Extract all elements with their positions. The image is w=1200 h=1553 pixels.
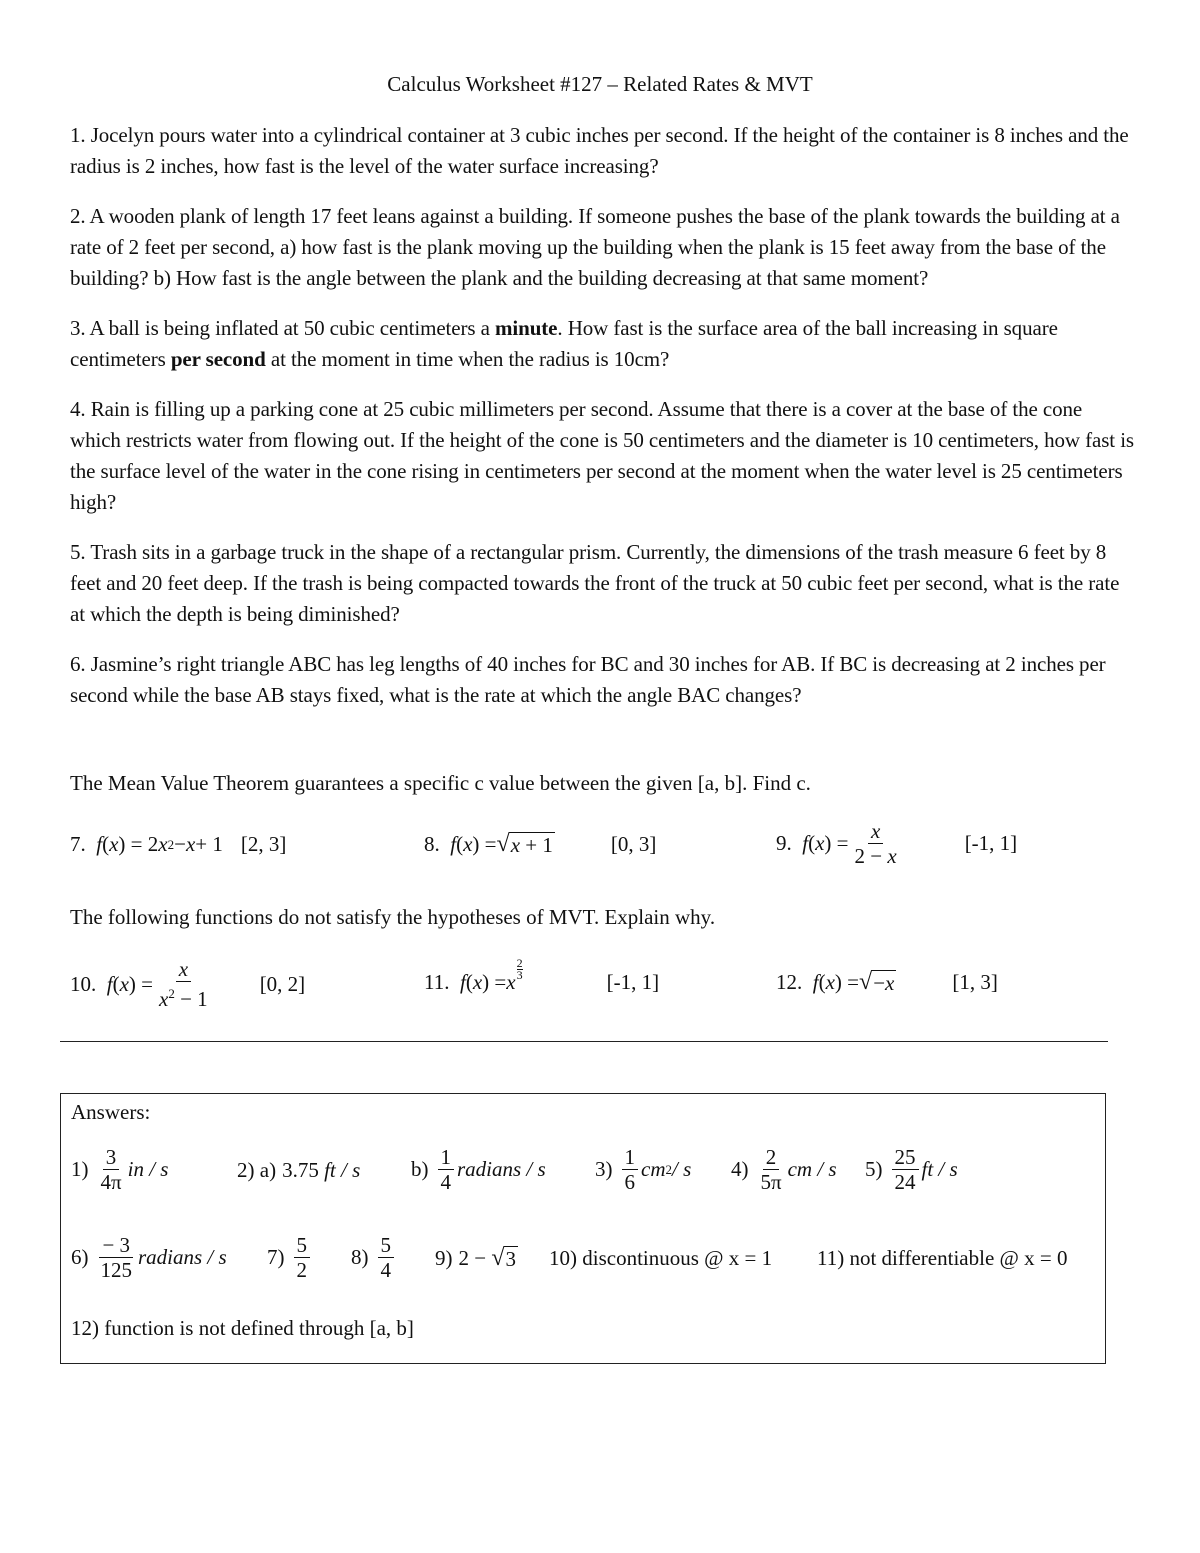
problem-12-number: 12. <box>776 970 803 994</box>
answer-7 <box>267 1234 313 1281</box>
sqrt-symbol: √ −x <box>859 969 895 995</box>
answer-3-exponent: 2 <box>665 1161 672 1177</box>
answer-2a-unit: ft / s <box>324 1158 361 1182</box>
fraction: $\frac{3}{4\pi}$ <box>100 1145 122 1194</box>
answer-4-label: 4) <box>731 1157 749 1181</box>
problem-12-interval: [1, 3] <box>952 970 998 994</box>
answer-8-label: 8) <box>351 1245 369 1269</box>
fraction: $\frac{5}{2}$ <box>294 1234 311 1281</box>
answer-4 <box>731 1146 837 1193</box>
problem-list <box>70 120 1134 730</box>
problem-4: 4. Rain is filling up a parking cone at 25 cubic millimeters per second. Assume that there is a cover at the base of the cone which restricts water from flowing out. If the height of the cone is 50 centimeters and the diameter is 10 centimeters, how fast is the surface level of the water in the cone rising in centimeters per second at the moment when the water level is 25 centimeters high? <box>70 397 1135 514</box>
problem-10: 10. f ( x ) = $\frac{x}{x^2 - 1}$ [0, 2] <box>70 957 306 1011</box>
divider-line <box>60 1041 1108 1042</box>
exponent-two-thirds: 2 3 <box>516 956 523 982</box>
answer-1-unit: in / s <box>127 1157 169 1181</box>
page-title: Calculus Worksheet #127 – Related Rates & MVT <box>387 72 813 96</box>
problem-11-interval: [-1, 1] <box>606 970 660 994</box>
problem-10-number: 10. <box>70 971 97 996</box>
answer-9-label: 9) <box>435 1246 453 1270</box>
answer-8 <box>351 1234 397 1281</box>
answer-3 <box>595 1146 691 1193</box>
answer-2b-unit: radians / s <box>457 1157 546 1181</box>
problem-3-bold-minute: minute <box>494 316 558 340</box>
hypotheses-instructions: The following functions do not satisfy the hypotheses of MVT. Explain why. <box>70 905 716 929</box>
problem-9-interval: [-1, 1] <box>964 831 1018 855</box>
fraction: $\frac{x}{2 - x}$ <box>854 819 897 868</box>
answer-9 <box>435 1246 518 1271</box>
problem-7: 7. f ( x ) = 2 x 2 − x + 1 [2, 3] <box>70 832 287 856</box>
answer-3-label: 3) <box>595 1157 613 1181</box>
problem-8-number: 8. <box>424 832 440 856</box>
problem-11: 11. f ( x ) = x 2 3 [-1, 1] <box>424 956 660 994</box>
problem-12: 12. f ( x ) = √ −x [1, 3] <box>776 969 998 995</box>
sqrt-symbol: √ x + 1 <box>496 831 553 857</box>
answer-2a <box>237 1158 360 1183</box>
answer-2a-label: 2) a) <box>237 1158 277 1182</box>
problem-9: 9. f ( x ) = $\frac{x}{2 - x}$ [-1, 1] <box>776 819 1018 868</box>
problem-7-interval: [2, 3] <box>240 832 287 856</box>
answer-box <box>60 1093 1106 1364</box>
answer-7-label: 7) <box>267 1245 285 1269</box>
answer-4-unit: cm / s <box>787 1157 837 1181</box>
answer-11: 11) not differentiable @ x = 0 <box>817 1246 1068 1270</box>
fraction: $\frac{5}{4}$ <box>378 1234 395 1281</box>
mvt-instructions: The Mean Value Theorem guarantees a specific c value between the given [a, b]. Find c. <box>70 771 811 795</box>
answer-3-unit: cm <box>641 1157 666 1181</box>
problem-9-number: 9. <box>776 831 792 855</box>
problem-11-number: 11. <box>424 970 450 994</box>
answer-5-unit: ft / s <box>921 1157 958 1181</box>
problem-8-interval: [0, 3] <box>610 832 657 856</box>
answer-5 <box>865 1146 958 1193</box>
answer-2b <box>411 1146 546 1193</box>
answers-heading: Answers: <box>71 1100 151 1124</box>
fraction: $\frac{25}{24}$ <box>892 1146 919 1193</box>
sqrt-symbol: √ 3 <box>491 1245 517 1271</box>
answer-9-lead: 2 − <box>458 1246 487 1270</box>
fraction: $\frac{- 3}{125}$ <box>100 1233 132 1282</box>
problem-5: 5. Trash sits in a garbage truck in the shape of a rectangular prism. Currently, the dimensions of the trash measure 6 feet by 8 feet and 20 feet deep. If the trash is being compacted towards the front of the truck at 50 cubic feet per second, what is the rate at which the depth is being diminished? <box>70 540 1120 626</box>
problem-7-number: 7. <box>70 832 86 856</box>
answer-6-label: 6) <box>71 1245 89 1269</box>
answer-1-label: 1) <box>71 1157 89 1181</box>
fraction: $\frac{1}{6}$ <box>622 1146 639 1193</box>
problem-3-bold-per-second: per second <box>170 347 266 371</box>
answer-10: 10) discontinuous @ x = 1 <box>549 1246 773 1270</box>
problem-3-text-c: at the moment in time when the radius is 10cm? <box>265 347 670 371</box>
problem-3 <box>70 313 1134 375</box>
problem-2: 2. A wooden plank of length 17 feet leans against a building. If someone pushes the base of the plank towards the building at a rate of 2 feet per second, a) how fast is the plank moving up the building when the plank is 15 feet away from the base of the building? b) How fast is the angle between the plank and the building decreasing at that same moment? <box>70 204 1120 290</box>
problem-3-text-b: . How fast is the surface area of the ball increasing in square centimeters <box>70 316 1058 371</box>
answer-2b-label: b) <box>411 1157 429 1181</box>
answer-6 <box>71 1234 227 1281</box>
problem-8: 8. f ( x ) = √ x + 1 [0, 3] <box>424 831 657 857</box>
answer-5-label: 5) <box>865 1157 883 1181</box>
fraction: $\frac{2}{5\pi}$ <box>760 1145 782 1194</box>
answer-6-unit: radians / s <box>138 1245 227 1269</box>
fraction: $\frac{x}{x^2 - 1}$ <box>159 957 208 1011</box>
problem-6: 6. Jasmine’s right triangle ABC has leg lengths of 40 inches for BC and 30 inches for AB. If BC is decreasing at 2 inches per second while the base AB stays fixed, what is the rate at which the angle BAC changes? <box>70 652 1106 707</box>
answer-3-unit-tail: / s <box>672 1157 692 1181</box>
answer-1 <box>71 1146 168 1193</box>
problem-1: 1. Jocelyn pours water into a cylindrical container at 3 cubic inches per second. If the height of the container is 8 inches and the radius is 2 inches, how fast is the level of the water surface increasing? <box>70 123 1129 178</box>
problem-3-text-a: 3. A ball is being inflated at 50 cubic centimeters a <box>70 316 495 340</box>
answer-12: 12) function is not defined through [a, b] <box>71 1316 414 1340</box>
problem-10-interval: [0, 2] <box>259 971 306 996</box>
fraction: $\frac{1}{4}$ <box>438 1146 455 1193</box>
answer-2a-value: 3.75 <box>282 1158 319 1182</box>
